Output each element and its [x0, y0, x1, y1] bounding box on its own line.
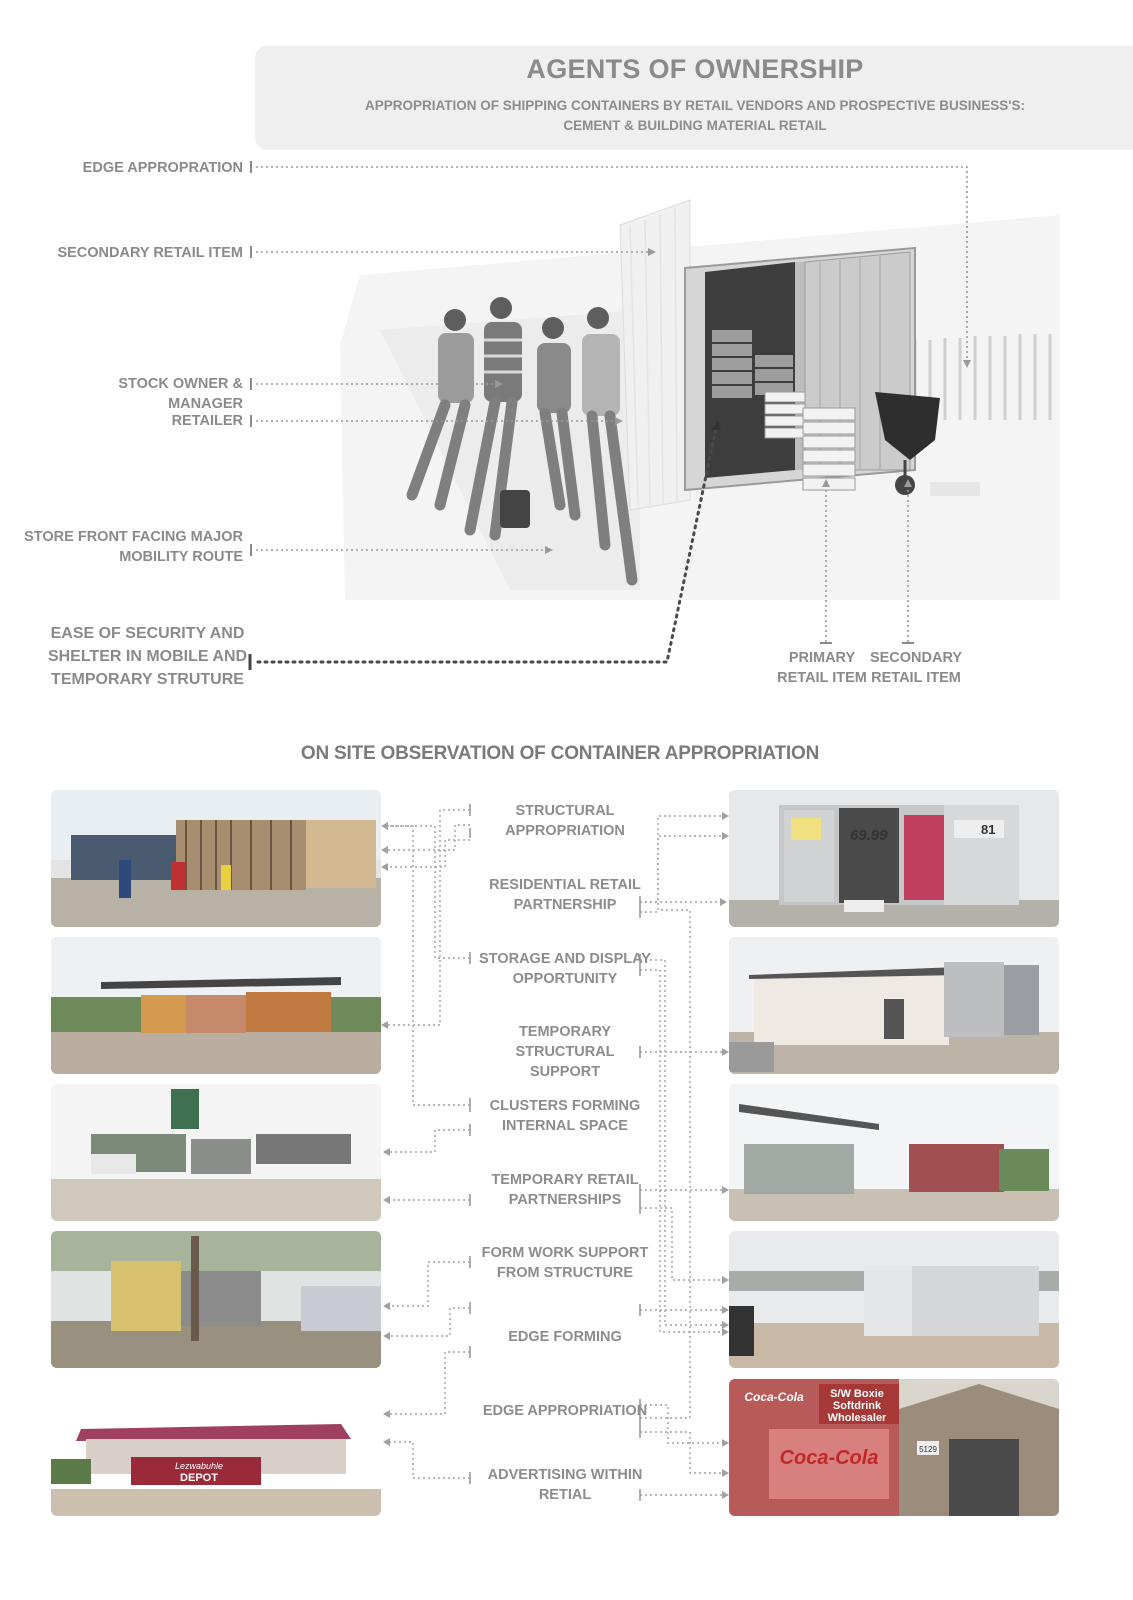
photo-right-3-shade-containers: [729, 1084, 1059, 1221]
subtitle-line-1: APPROPRIATION OF SHIPPING CONTAINERS BY RETAIL VENDORS AND PROSPECTIVE BUSINESS'S:: [364, 98, 1026, 113]
boxie-sign-line-3: Wholesaler: [827, 1412, 887, 1424]
section-heading: ON SITE OBSERVATION OF CONTAINER APPROPRIATION: [300, 743, 820, 764]
photo-left-1-structural-frames: [51, 790, 381, 927]
label-edge-forming: EDGE FORMING: [508, 1329, 622, 1345]
photo-right-5-coca-cola-shop: [729, 1379, 1059, 1516]
depot-sign-line-1: Lezwabuhle: [174, 1461, 224, 1471]
boxie-sign-line-2: Softdrink: [832, 1400, 882, 1412]
label-storage-display-opportunity: STORAGE AND DISPLAY OPPORTUNITY: [479, 951, 651, 987]
price-sign-1: 69.99: [850, 827, 888, 844]
hero-illustration: [0, 0, 1133, 720]
boxie-sign-line-1: S/W Boxie: [830, 1388, 884, 1400]
label-secondary-retail-item-bottom: SECONDARY RETAIL ITEM: [869, 650, 963, 686]
label-temporary-retail-partnerships: TEMPORARY RETAIL PARTNERSHIPS: [491, 1172, 639, 1208]
label-store-front: STORE FRONT FACING MAJOR MOBILITY ROUTE: [24, 529, 243, 565]
photo-left-2-shade-structure: [51, 937, 381, 1074]
label-edge-appropriation: EDGE APPROPRATION: [82, 160, 243, 176]
depot-sign-line-2: DEPOT: [180, 1472, 218, 1484]
photo-right-1-open-container: [729, 790, 1059, 927]
photo-left-5-depot: [51, 1379, 381, 1516]
label-edge-appropriation-section: EDGE APPROPRIATION: [482, 1403, 648, 1419]
label-temporary-structural-support: TEMPORARY STRUCTURAL SUPPORT: [515, 1024, 615, 1080]
label-primary-retail-item: PRIMARY RETAIL ITEM: [777, 650, 867, 686]
house-number: 5129: [919, 1445, 937, 1454]
page-title: AGENTS OF OWNERSHIP: [526, 54, 864, 84]
label-secondary-retail-item: SECONDARY RETAIL ITEM: [57, 245, 243, 261]
label-structural-appropriation: STRUCTURAL APPROPRIATION: [505, 803, 625, 839]
label-stock-owner: STOCK OWNER & MANAGER: [118, 376, 243, 412]
price-sign-2: 81: [981, 822, 996, 837]
label-security-shelter: EASE OF SECURITY AND SHELTER IN MOBILE AND TEMPORARY STRUTURE: [47, 625, 248, 688]
coca-cola-logo-1: Coca-Cola: [744, 1390, 804, 1404]
photo-left-3-container-cluster: [51, 1084, 381, 1221]
subtitle-line-2: CEMENT & BUILDING MATERIAL RETAIL: [563, 118, 827, 133]
label-residential-retail-partnership: RESIDENTIAL RETAIL PARTNERSHIP: [489, 877, 641, 913]
label-advertising-within-retail: ADVERTISING WITHIN RETIAL: [487, 1467, 643, 1503]
label-retailer: RETAILER: [171, 413, 243, 429]
photo-right-4-white-container: [729, 1231, 1059, 1368]
label-form-work-support: FORM WORK SUPPORT FROM STRUCTURE: [481, 1245, 649, 1281]
coca-cola-logo-2: Coca-Cola: [779, 1447, 879, 1469]
label-clusters-internal-space: CLUSTERS FORMING INTERNAL SPACE: [489, 1098, 641, 1134]
photo-left-4-container-shop: [51, 1231, 381, 1368]
photo-right-2-brick-shop: [729, 937, 1059, 1074]
